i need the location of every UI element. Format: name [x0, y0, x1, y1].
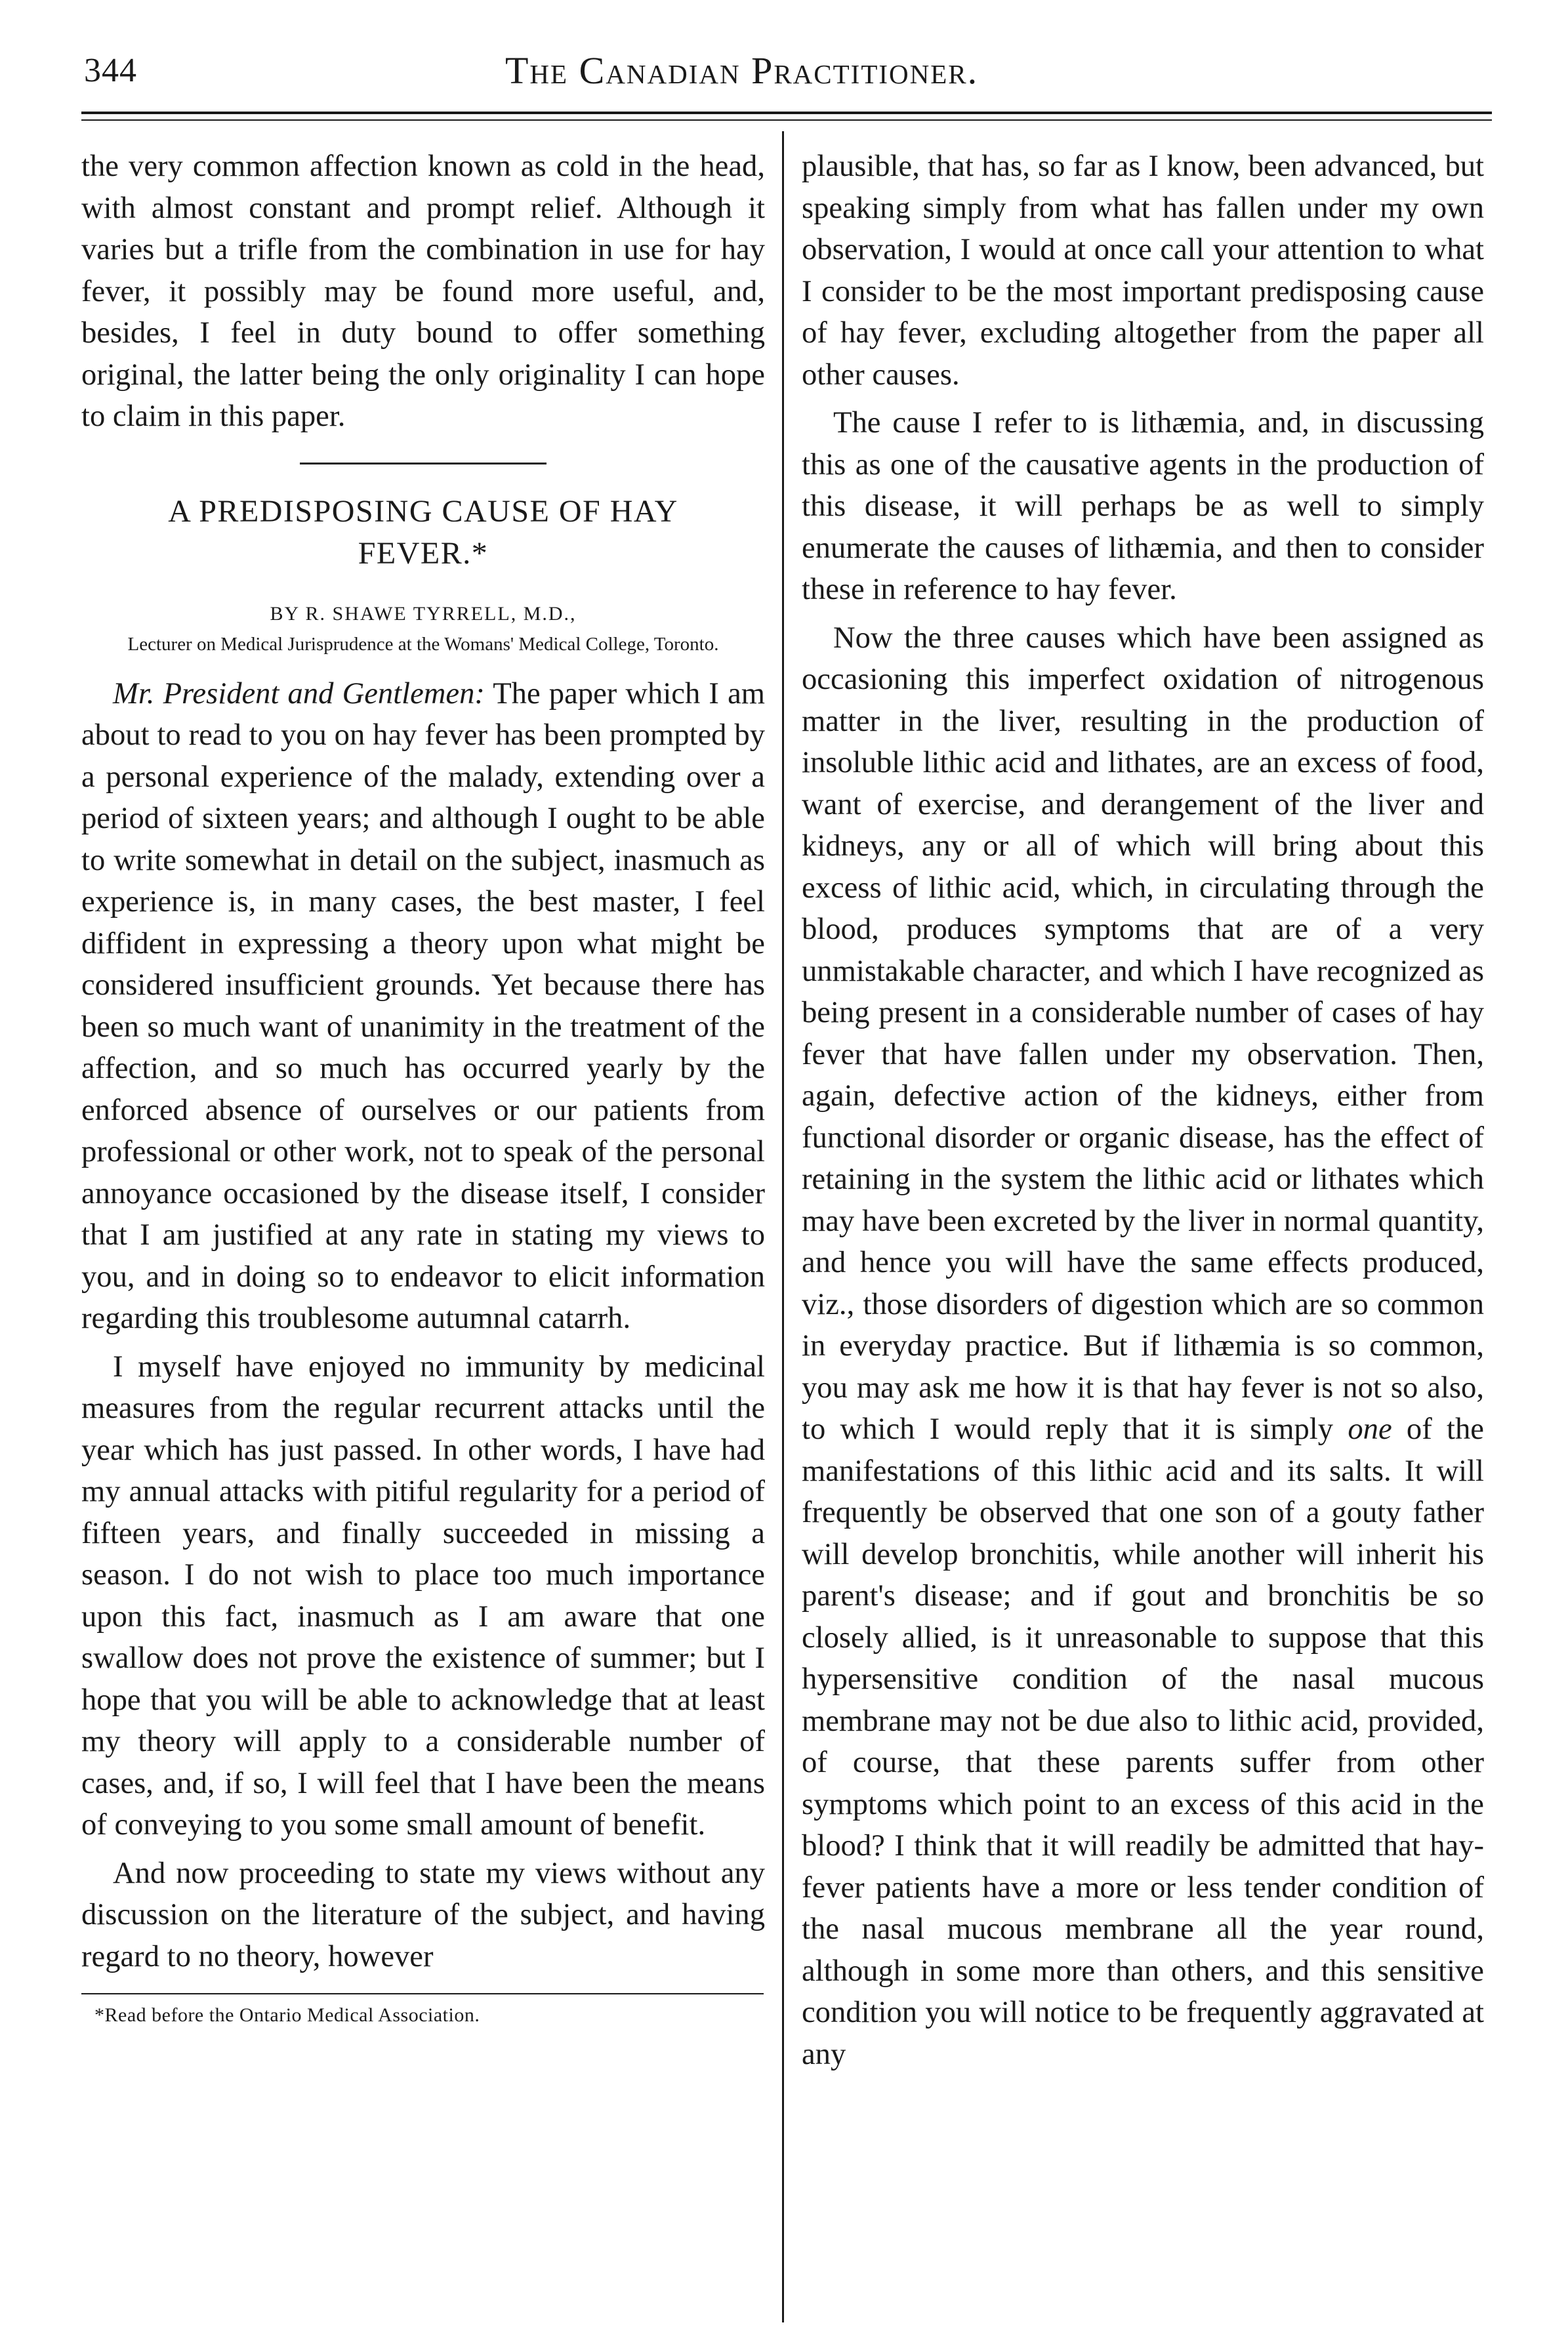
paragraph-immunity: I myself have enjoyed no immunity by medicinal measures from the regular recurrent attacks until the year which has just passed. In other words, I have had my annual attacks with pitiful regularity for a period of fifteen years, and finally succeeded in missing a season. I do not wish to place too much importance upon this fact, inasmuch as I am aware that one swallow does not prove the existence of summer; but I hope that you will be able to acknowledge that at least my theory will apply to a considerable number of cases, and, if so, I will feel that I have been the means of conveying to you some small amount of benefit.	[81, 1349, 765, 1842]
paragraph-three-causes-text-a: Now the three causes which have been assigned as occasioning this imperfect oxidation of nitrogenous matter in the liver, resulting in the production of insoluble lithic acid and lithates, are an excess of food, want of exercise, and derangement of the liver and kidneys, any or all of which will bring about this excess of lithic acid, which, in circulating through the blood, produces symptoms that are of a very unmistakable character, and which I have recognized as being present in a considerable number of cases of hay fever that have fallen under my observation. Then, again, defective action of the kidneys, either from functional disorder or organic disease, has the effect of retaining in the system the lithic acid or lithates which may have been excreted by the liver in normal quantity, and hence you will have the same effects produced, viz., those disorders of digestion which are so common in everyday practice. But if lithæmia is so common, you may ask me how it is that hay fever is not so also, to which I would reply that it is simply	[802, 620, 1484, 1446]
author-byline: BY R. SHAWE TYRRELL, M.D.,	[270, 602, 577, 625]
footnote: *Read before the Ontario Medical Association.	[94, 2004, 480, 2026]
paragraph-opening-text: The paper which I am about to read to you on hay fever has been prompted by a personal experience of the malady, extending over a period of sixteen years; and although I ought to be able to write somewhat in detail on the subject, inasmuch as experience is, in many cases, the best master, I feel diffident in expressing a theory upon what might be considered insufficient grounds. Yet because there has been so much want of unanimity in the treatment of the affection, and so much has occurred yearly by the enforced absence of ourselves or our patients from professional or other work, not to speak of the personal annoyance occasioned by the disease itself, I consider that I am justified at any rate in stating my views to you, and in doing so to endeavor to elicit information regarding this troublesome autumnal catarrh.	[81, 676, 765, 1335]
paragraph-opening	[81, 673, 765, 1340]
article-title: A PREDISPOSING CAUSE OF HAY FEVER.*	[168, 493, 678, 571]
paragraph-lithaemia: The cause I refer to is lithæmia, and, in discussing this as one of the causative agents in the production of this disease, it will perhaps be as well to simply enumerate the causes of lithæmia, and then to consider these in reference to hay fever.	[802, 405, 1484, 606]
salutation: Mr. President and Gentlemen:	[113, 676, 485, 711]
right-column	[802, 146, 1484, 2075]
emphasis-one: one	[1348, 1412, 1392, 1446]
header-rule-thick	[81, 112, 1492, 114]
section-divider	[300, 463, 547, 464]
journal-title: The Canadian Practitioner.	[505, 49, 979, 92]
paragraph-proceeding: And now proceeding to state my views without any discussion on the literature of the subject, and having regard to no theory, however	[81, 1855, 765, 1973]
left-column	[81, 146, 765, 2027]
page-number: 344	[84, 52, 137, 89]
footnote-rule	[81, 1993, 764, 1994]
paragraph-three-causes	[802, 617, 1484, 2076]
header-rule-thin	[81, 119, 1492, 121]
author-affiliation: Lecturer on Medical Jurisprudence at the Womans' Medical College, Toronto.	[127, 633, 719, 655]
paragraph-plausible: plausible, that has, so far as I know, been advanced, but speaking simply from what has fallen under my own observation, I would at once call your attention to what I consider to be the most important predisposing cause of hay fever, excluding altogether from the paper all other causes.	[802, 149, 1484, 392]
paragraph-three-causes-text-b: of the manifestations of this lithic acid and its salts. It will frequently be observed that one son of a gouty father will develop bronchitis, while another will inherit his parent's disease; and if gout and bronchitis be so closely allied, is it unreasonable to suppose that this hypersensitive condition of the nasal mucous membrane may not be due also to lithic acid, provided, of course, that these parents suffer from other symptoms which point to an excess of this acid in the blood? I think that it will readily be admitted that hay-fever patients have a more or less tender condition of the nasal mucous membrane all the year round, although in some more than others, and this sensitive condition you will notice to be frequently aggravated at any	[802, 1412, 1484, 2071]
column-divider	[782, 131, 784, 2322]
paragraph-intro: the very common affection known as cold in the head, with almost constant and prompt relief. Although it varies but a trifle from the combination in use for hay fever, it possibly may be found more useful, and, besides, I feel in duty bound to offer something original, the latter being the only originality I can hope to claim in this paper.	[81, 149, 765, 433]
